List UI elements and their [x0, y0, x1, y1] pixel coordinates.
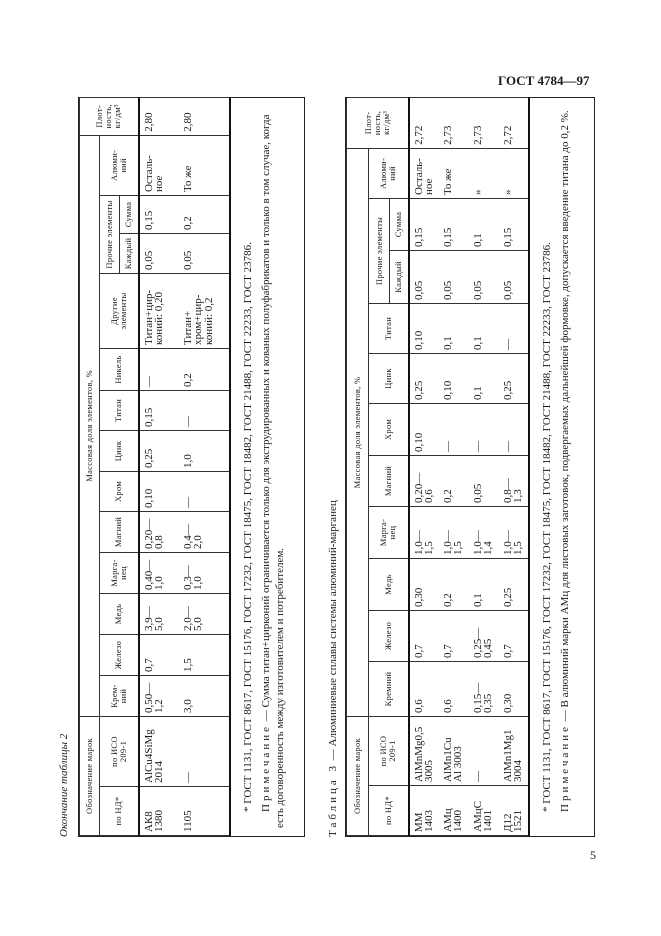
table-cell: —: [179, 716, 230, 786]
table-cell: 0,1: [469, 303, 499, 353]
table-cell: 0,25: [409, 353, 439, 403]
table-cell: 0,05: [469, 250, 499, 303]
table-cell: 0,6: [409, 661, 439, 716]
header-row: [100, 97, 120, 835]
mass-fraction-header: Массовая доля элементов, %: [80, 135, 100, 716]
table-cell: 1,0: [179, 430, 230, 471]
table-cell: 0,1: [469, 198, 499, 250]
table2-notes: [231, 98, 287, 836]
table-cell: 0,2: [439, 558, 469, 610]
nd-header: по НД*: [369, 786, 409, 836]
other-elements-header: Прочие элементы: [369, 198, 390, 303]
table-cell: 0,3— 1,0: [179, 552, 230, 593]
table-cell: 0,15: [439, 198, 469, 250]
table-cell: 0,2: [179, 348, 230, 390]
table-row: [179, 97, 230, 835]
table-cell: 1105: [179, 787, 230, 836]
element-header: Железо: [369, 610, 409, 661]
table3-notes: [530, 98, 572, 836]
element-header: Цинк: [100, 430, 139, 471]
table-cell: 0,7: [139, 634, 179, 675]
table-cell: AlMnMg0,5 3005: [409, 716, 439, 785]
table-cell: 0,20— 0,6: [409, 455, 439, 506]
table-cell: 0,1: [469, 558, 499, 610]
table-cell: Титан+ хром+цир- коний: 0,2: [179, 273, 230, 348]
table-cell: —: [439, 403, 469, 455]
table-cell: 0,7: [409, 610, 439, 661]
note-text: — Сумма титан+цирконий ограничивается только для экструдированных и кованых полуфабрикатов и только в том случае, когда есть договоренность между изготовителем и потребителем.: [259, 114, 286, 828]
table-cell: 0,15— 0,35: [469, 661, 499, 716]
table-cell: Осталь- ное: [139, 135, 179, 195]
table-row: [139, 97, 179, 835]
table-cell: 0,25: [139, 430, 179, 471]
designation-header: Обозначение марок: [80, 716, 100, 835]
iso-header: по ИСО 209-1: [100, 716, 139, 786]
table-cell: 0,4— 2,0: [179, 511, 230, 552]
header-row: [369, 97, 390, 835]
nd-header: по НД*: [100, 787, 139, 836]
table-cell: 0,10: [139, 471, 179, 511]
table-cell: 0,05: [499, 250, 529, 303]
table-cell: 0,6: [439, 661, 469, 716]
table-cell: 0,05: [469, 455, 499, 506]
each-header: Каждый: [120, 233, 139, 273]
table3: [345, 97, 595, 837]
table-cell: 0,15: [139, 390, 179, 430]
table-cell: 2,80: [139, 97, 179, 135]
element-header: Крем- ний: [100, 675, 139, 716]
table3-grid: [346, 97, 530, 836]
density-header: Плот- ность, кг/дм³: [347, 97, 409, 148]
table-cell: 1,0— 1,5: [409, 506, 439, 558]
table-cell: 2,72: [499, 97, 529, 148]
table-cell: 0,05: [409, 250, 439, 303]
element-header: Цинк: [369, 353, 409, 403]
table-cell: 0,2: [179, 195, 230, 233]
table-cell: 2,73: [469, 97, 499, 148]
table-cell: 3,9— 5,0: [139, 593, 179, 634]
mass-fraction-header: Массовая доля элементов, %: [347, 148, 369, 716]
element-header: Титан: [100, 390, 139, 430]
table-cell: 0,2: [439, 455, 469, 506]
table-cell: 1,0— 1,4: [469, 506, 499, 558]
element-header: Медь: [369, 558, 409, 610]
table-cell: 1,0— 1,5: [499, 506, 529, 558]
table-cell: АМц 1400: [439, 786, 469, 836]
table3-label: Таблица 3: [327, 762, 339, 837]
table-cell: —: [139, 348, 179, 390]
table-cell: Титан+цир- коний: 0,20: [139, 273, 179, 348]
element-header: Магний: [369, 455, 409, 506]
table2-caption: Окончание таблицы 2: [58, 733, 70, 837]
document-code: ГОСТ 4784—97: [498, 73, 590, 88]
element-header: Кремний: [369, 661, 409, 716]
element-header: Хром: [369, 403, 409, 455]
table-cell: 0,30: [409, 558, 439, 610]
table3-title-text: — Алюминиевые сплавы системы алюминий-марганец: [327, 500, 339, 763]
table-cell: 2,72: [409, 97, 439, 148]
other-elements-header: Прочие элементы: [100, 195, 120, 273]
table-cell: Д12 1521: [499, 786, 529, 836]
table-row: [499, 97, 529, 835]
table-cell: 0,7: [439, 610, 469, 661]
table-cell: —: [179, 471, 230, 511]
aluminium-header: Алюми- ний: [369, 148, 409, 198]
note-label: Примечание: [259, 724, 272, 812]
table-cell: —: [179, 390, 230, 430]
table-cell: 0,15: [139, 195, 179, 233]
table-cell: 0,10: [409, 303, 439, 353]
table3-note: [558, 106, 572, 828]
table-cell: 1,0— 1,5: [439, 506, 469, 558]
table-cell: 0,20— 0,8: [139, 511, 179, 552]
table-row: [439, 97, 469, 835]
table-cell: 0,25— 0,45: [469, 610, 499, 661]
table-row: [469, 97, 499, 835]
element-header: Другие элементы: [100, 273, 139, 348]
table-cell: То же: [179, 135, 230, 195]
table-cell: »: [469, 148, 499, 198]
table-cell: AlCu4SiMg 2014: [139, 716, 179, 786]
element-header: Магний: [100, 511, 139, 552]
table-cell: То же: [439, 148, 469, 198]
designation-header: Обозначение марок: [347, 716, 369, 835]
table-cell: 0,10: [409, 403, 439, 455]
table-cell: 2,80: [179, 97, 230, 135]
table-cell: —: [469, 716, 499, 785]
table-cell: 0,15: [409, 198, 439, 250]
header-row: [347, 97, 369, 835]
table3-title: [327, 500, 339, 837]
table-cell: 0,25: [499, 353, 529, 403]
table-cell: 0,1: [469, 353, 499, 403]
element-header: Медь: [100, 593, 139, 634]
rotated-page-content: [55, 90, 615, 870]
table-cell: 2,73: [439, 97, 469, 148]
aluminium-header: Алюми- ний: [100, 135, 139, 195]
table-cell: АК8 1380: [139, 787, 179, 836]
sum-header: Сумма: [120, 195, 139, 233]
table2-note: [259, 106, 287, 828]
table-cell: ММ 1403: [409, 786, 439, 836]
table-cell: 1,5: [179, 634, 230, 675]
table-cell: 0,05: [439, 250, 469, 303]
table-cell: Осталь- ное: [409, 148, 439, 198]
table-cell: —: [499, 403, 529, 455]
each-header: Каждый: [390, 250, 409, 303]
table-cell: 0,05: [139, 233, 179, 273]
element-header: Марга- нец: [100, 552, 139, 593]
element-header: Титан: [369, 303, 409, 353]
table-cell: АМцС 1401: [469, 786, 499, 836]
table2-footnote: * ГОСТ 1131, ГОСТ 8617, ГОСТ 15176, ГОСТ 17232, ГОСТ 18475, ГОСТ 18482, ГОСТ 21488, ГОСТ 22233, ГОСТ 23786.: [241, 242, 254, 812]
table-cell: 0,7: [499, 610, 529, 661]
table2-grid: [79, 97, 231, 836]
table-cell: 0,10: [439, 353, 469, 403]
table-cell: 0,05: [179, 233, 230, 273]
element-header: Железо: [100, 634, 139, 675]
note-label: Примечание: [558, 724, 571, 812]
iso-header: по ИСО 209-1: [369, 716, 409, 785]
page-number: 5: [590, 848, 596, 862]
table-cell: 0,8— 1,3: [499, 455, 529, 506]
table-cell: 0,30: [499, 661, 529, 716]
element-header: Хром: [100, 471, 139, 511]
table-row: [409, 97, 439, 835]
table2: [78, 97, 305, 837]
element-header: Марга- нец: [369, 506, 409, 558]
table-cell: 0,50— 1,2: [139, 675, 179, 716]
table-cell: AlMn1Mg1 3004: [499, 716, 529, 785]
table-cell: —: [499, 303, 529, 353]
element-header: Никель: [100, 348, 139, 390]
table-cell: 0,1: [439, 303, 469, 353]
note-text: — В алюминий марки АМц для листовых заготовок, подвергаемых дальнейшей формовке, допускается введение титана до 0,2 %.: [558, 110, 571, 725]
table-cell: 2,0— 5,0: [179, 593, 230, 634]
table3-footnote: * ГОСТ 1131, ГОСТ 8617, ГОСТ 15176, ГОСТ 17232, ГОСТ 18475, ГОСТ 18482, ГОСТ 21488, ГОСТ 22233, ГОСТ 23786.: [540, 242, 553, 812]
density-header: Плот- ность, кг/дм³: [80, 97, 139, 135]
table-cell: 0,25: [499, 558, 529, 610]
header-row: [80, 97, 100, 835]
table-cell: 0,40— 1,0: [139, 552, 179, 593]
table-cell: »: [499, 148, 529, 198]
table-cell: 3,0: [179, 675, 230, 716]
table-cell: —: [469, 403, 499, 455]
table-cell: 0,15: [499, 198, 529, 250]
sum-header: Сумма: [390, 198, 409, 250]
table-cell: AlMn1Cu Al 3003: [439, 716, 469, 785]
